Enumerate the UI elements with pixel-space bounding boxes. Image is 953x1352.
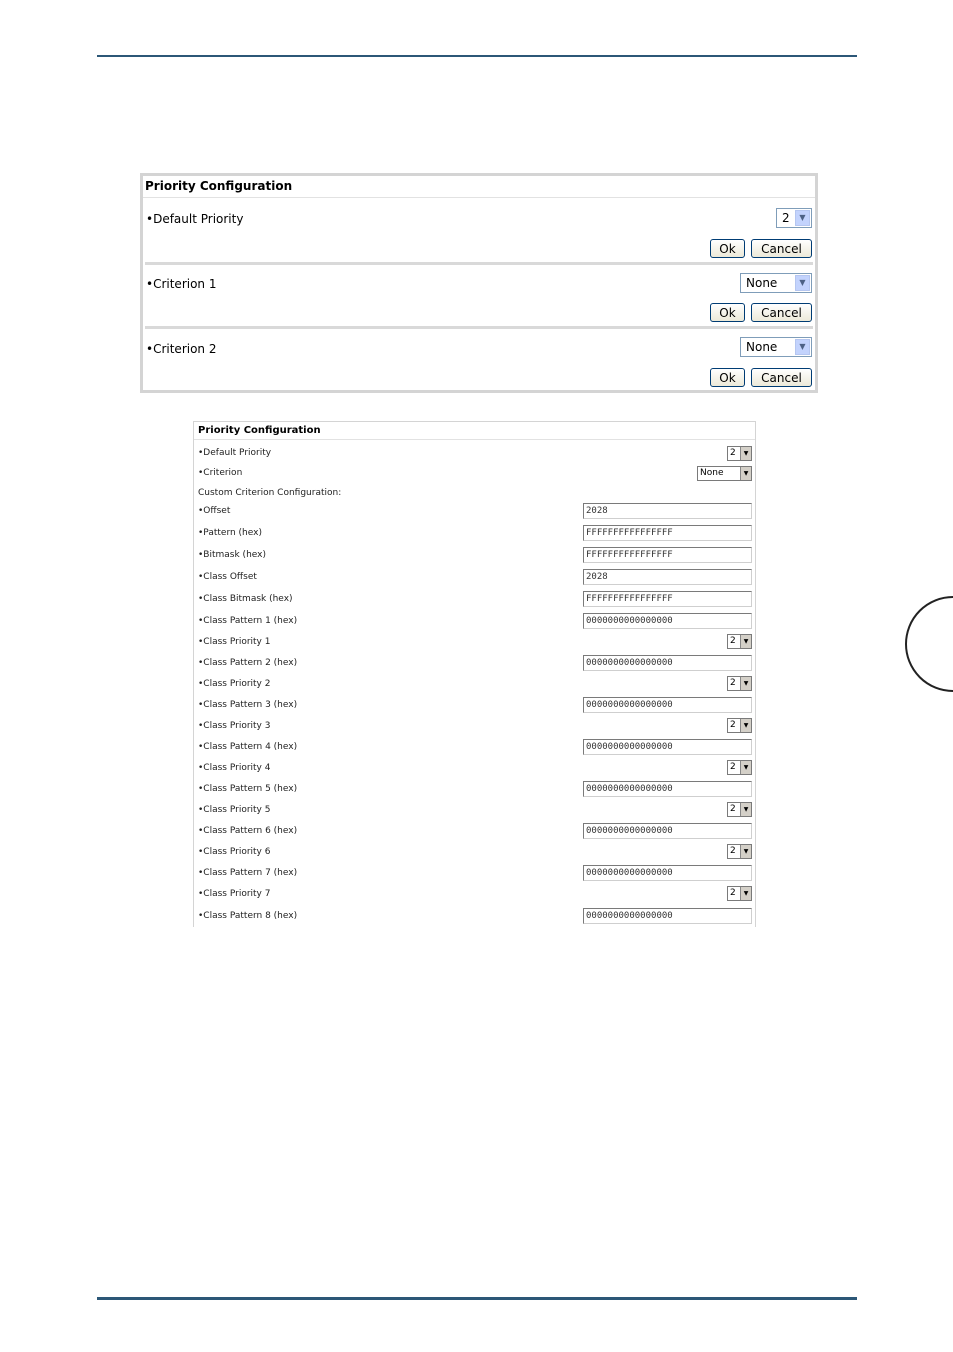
priority-config-panel-simple xyxy=(140,173,818,393)
class-priority-3-select[interactable] xyxy=(727,718,752,733)
class-pattern-3-label: •Class Pattern 3 (hex) xyxy=(198,700,298,710)
offset-input[interactable]: 2028 xyxy=(583,503,752,519)
chevron-down-icon[interactable]: ▼ xyxy=(740,447,751,460)
chevron-down-icon[interactable]: ▼ xyxy=(740,761,751,774)
class-priority-3-value: 2 xyxy=(730,720,736,730)
class-priority-5-label: •Class Priority 5 xyxy=(198,805,271,815)
class-priority-6-value: 2 xyxy=(730,846,736,856)
class-bitmask-label: •Class Bitmask (hex) xyxy=(198,594,293,604)
chapter-tab xyxy=(905,596,953,692)
default-priority-cancel-button[interactable]: Cancel xyxy=(751,239,812,258)
pattern-label: •Pattern (hex) xyxy=(198,528,262,538)
criterion-2-value: None xyxy=(746,340,778,354)
section-divider xyxy=(145,326,813,329)
title-divider xyxy=(143,197,815,198)
criterion-1-ok-button[interactable]: Ok xyxy=(710,303,745,322)
criterion-1-label: •Criterion 1 xyxy=(146,277,217,291)
class-priority-1-select[interactable] xyxy=(727,634,752,649)
header-rule xyxy=(97,55,857,57)
default-priority-value: 2 xyxy=(730,448,736,458)
class-priority-2-label: •Class Priority 2 xyxy=(198,679,271,689)
criterion-2-select[interactable] xyxy=(740,337,812,357)
class-offset-input[interactable]: 2028 xyxy=(583,569,752,585)
class-priority-5-select[interactable] xyxy=(727,802,752,817)
offset-label: •Offset xyxy=(198,506,231,516)
default-priority-label: •Default Priority xyxy=(146,212,244,226)
criterion-1-select[interactable] xyxy=(740,273,812,293)
chevron-down-icon[interactable]: ▼ xyxy=(740,677,751,690)
bitmask-label: •Bitmask (hex) xyxy=(198,550,266,560)
criterion-1-cancel-button[interactable]: Cancel xyxy=(751,303,812,322)
class-pattern-1-input[interactable]: 0000000000000000 xyxy=(583,613,752,629)
chevron-down-icon[interactable]: ▼ xyxy=(795,339,810,355)
class-bitmask-input[interactable]: FFFFFFFFFFFFFFFF xyxy=(583,591,752,607)
default-priority-select[interactable] xyxy=(776,208,812,228)
custom-criterion-heading: Custom Criterion Configuration: xyxy=(198,488,342,498)
chevron-down-icon[interactable]: ▼ xyxy=(740,887,751,900)
class-pattern-5-input[interactable]: 0000000000000000 xyxy=(583,781,752,797)
pattern-input[interactable]: FFFFFFFFFFFFFFFF xyxy=(583,525,752,541)
class-pattern-3-input[interactable]: 0000000000000000 xyxy=(583,697,752,713)
chevron-down-icon[interactable]: ▼ xyxy=(740,803,751,816)
class-pattern-2-label: •Class Pattern 2 (hex) xyxy=(198,658,298,668)
class-pattern-4-label: •Class Pattern 4 (hex) xyxy=(198,742,298,752)
default-priority-value: 2 xyxy=(782,211,790,225)
class-pattern-4-input[interactable]: 0000000000000000 xyxy=(583,739,752,755)
class-pattern-8-label: •Class Pattern 8 (hex) xyxy=(198,911,298,921)
class-pattern-7-input[interactable]: 0000000000000000 xyxy=(583,865,752,881)
default-priority-label: •Default Priority xyxy=(198,448,272,458)
chevron-down-icon[interactable]: ▼ xyxy=(740,719,751,732)
chevron-down-icon[interactable]: ▼ xyxy=(740,845,751,858)
title-divider xyxy=(194,439,755,440)
class-priority-2-select[interactable] xyxy=(727,676,752,691)
priority-config-panel-custom xyxy=(193,421,756,927)
class-pattern-6-label: •Class Pattern 6 (hex) xyxy=(198,826,298,836)
class-offset-label: •Class Offset xyxy=(198,572,257,582)
class-priority-4-value: 2 xyxy=(730,762,736,772)
default-priority-ok-button[interactable]: Ok xyxy=(710,239,745,258)
chevron-down-icon[interactable]: ▼ xyxy=(740,635,751,648)
chevron-down-icon[interactable]: ▼ xyxy=(795,210,810,226)
panel-title: Priority Configuration xyxy=(145,179,293,193)
class-priority-7-label: •Class Priority 7 xyxy=(198,889,271,899)
class-pattern-7-label: •Class Pattern 7 (hex) xyxy=(198,868,298,878)
chevron-down-icon[interactable]: ▼ xyxy=(740,467,751,480)
class-priority-2-value: 2 xyxy=(730,678,736,688)
class-priority-3-label: •Class Priority 3 xyxy=(198,721,271,731)
bitmask-input[interactable]: FFFFFFFFFFFFFFFF xyxy=(583,547,752,563)
chevron-down-icon[interactable]: ▼ xyxy=(795,275,810,291)
class-priority-1-label: •Class Priority 1 xyxy=(198,637,271,647)
class-pattern-2-input[interactable]: 0000000000000000 xyxy=(583,655,752,671)
class-pattern-1-label: •Class Pattern 1 (hex) xyxy=(198,616,298,626)
criterion-2-ok-button[interactable]: Ok xyxy=(710,368,745,387)
criterion-2-label: •Criterion 2 xyxy=(146,342,217,356)
default-priority-select[interactable] xyxy=(727,446,752,461)
class-priority-1-value: 2 xyxy=(730,636,736,646)
criterion-2-cancel-button[interactable]: Cancel xyxy=(751,368,812,387)
criterion-select[interactable] xyxy=(697,466,752,481)
class-priority-7-select[interactable] xyxy=(727,886,752,901)
panel-title: Priority Configuration xyxy=(198,425,321,436)
class-priority-4-label: •Class Priority 4 xyxy=(198,763,271,773)
footer-rule xyxy=(97,1297,857,1300)
criterion-label: •Criterion xyxy=(198,468,243,478)
criterion-1-value: None xyxy=(746,276,778,290)
class-priority-4-select[interactable] xyxy=(727,760,752,775)
class-priority-7-value: 2 xyxy=(730,888,736,898)
section-divider xyxy=(145,262,813,265)
class-priority-6-label: •Class Priority 6 xyxy=(198,847,271,857)
criterion-value: None xyxy=(700,468,724,478)
class-pattern-5-label: •Class Pattern 5 (hex) xyxy=(198,784,298,794)
class-priority-5-value: 2 xyxy=(730,804,736,814)
class-pattern-6-input[interactable]: 0000000000000000 xyxy=(583,823,752,839)
class-priority-6-select[interactable] xyxy=(727,844,752,859)
class-pattern-8-input[interactable]: 0000000000000000 xyxy=(583,908,752,924)
